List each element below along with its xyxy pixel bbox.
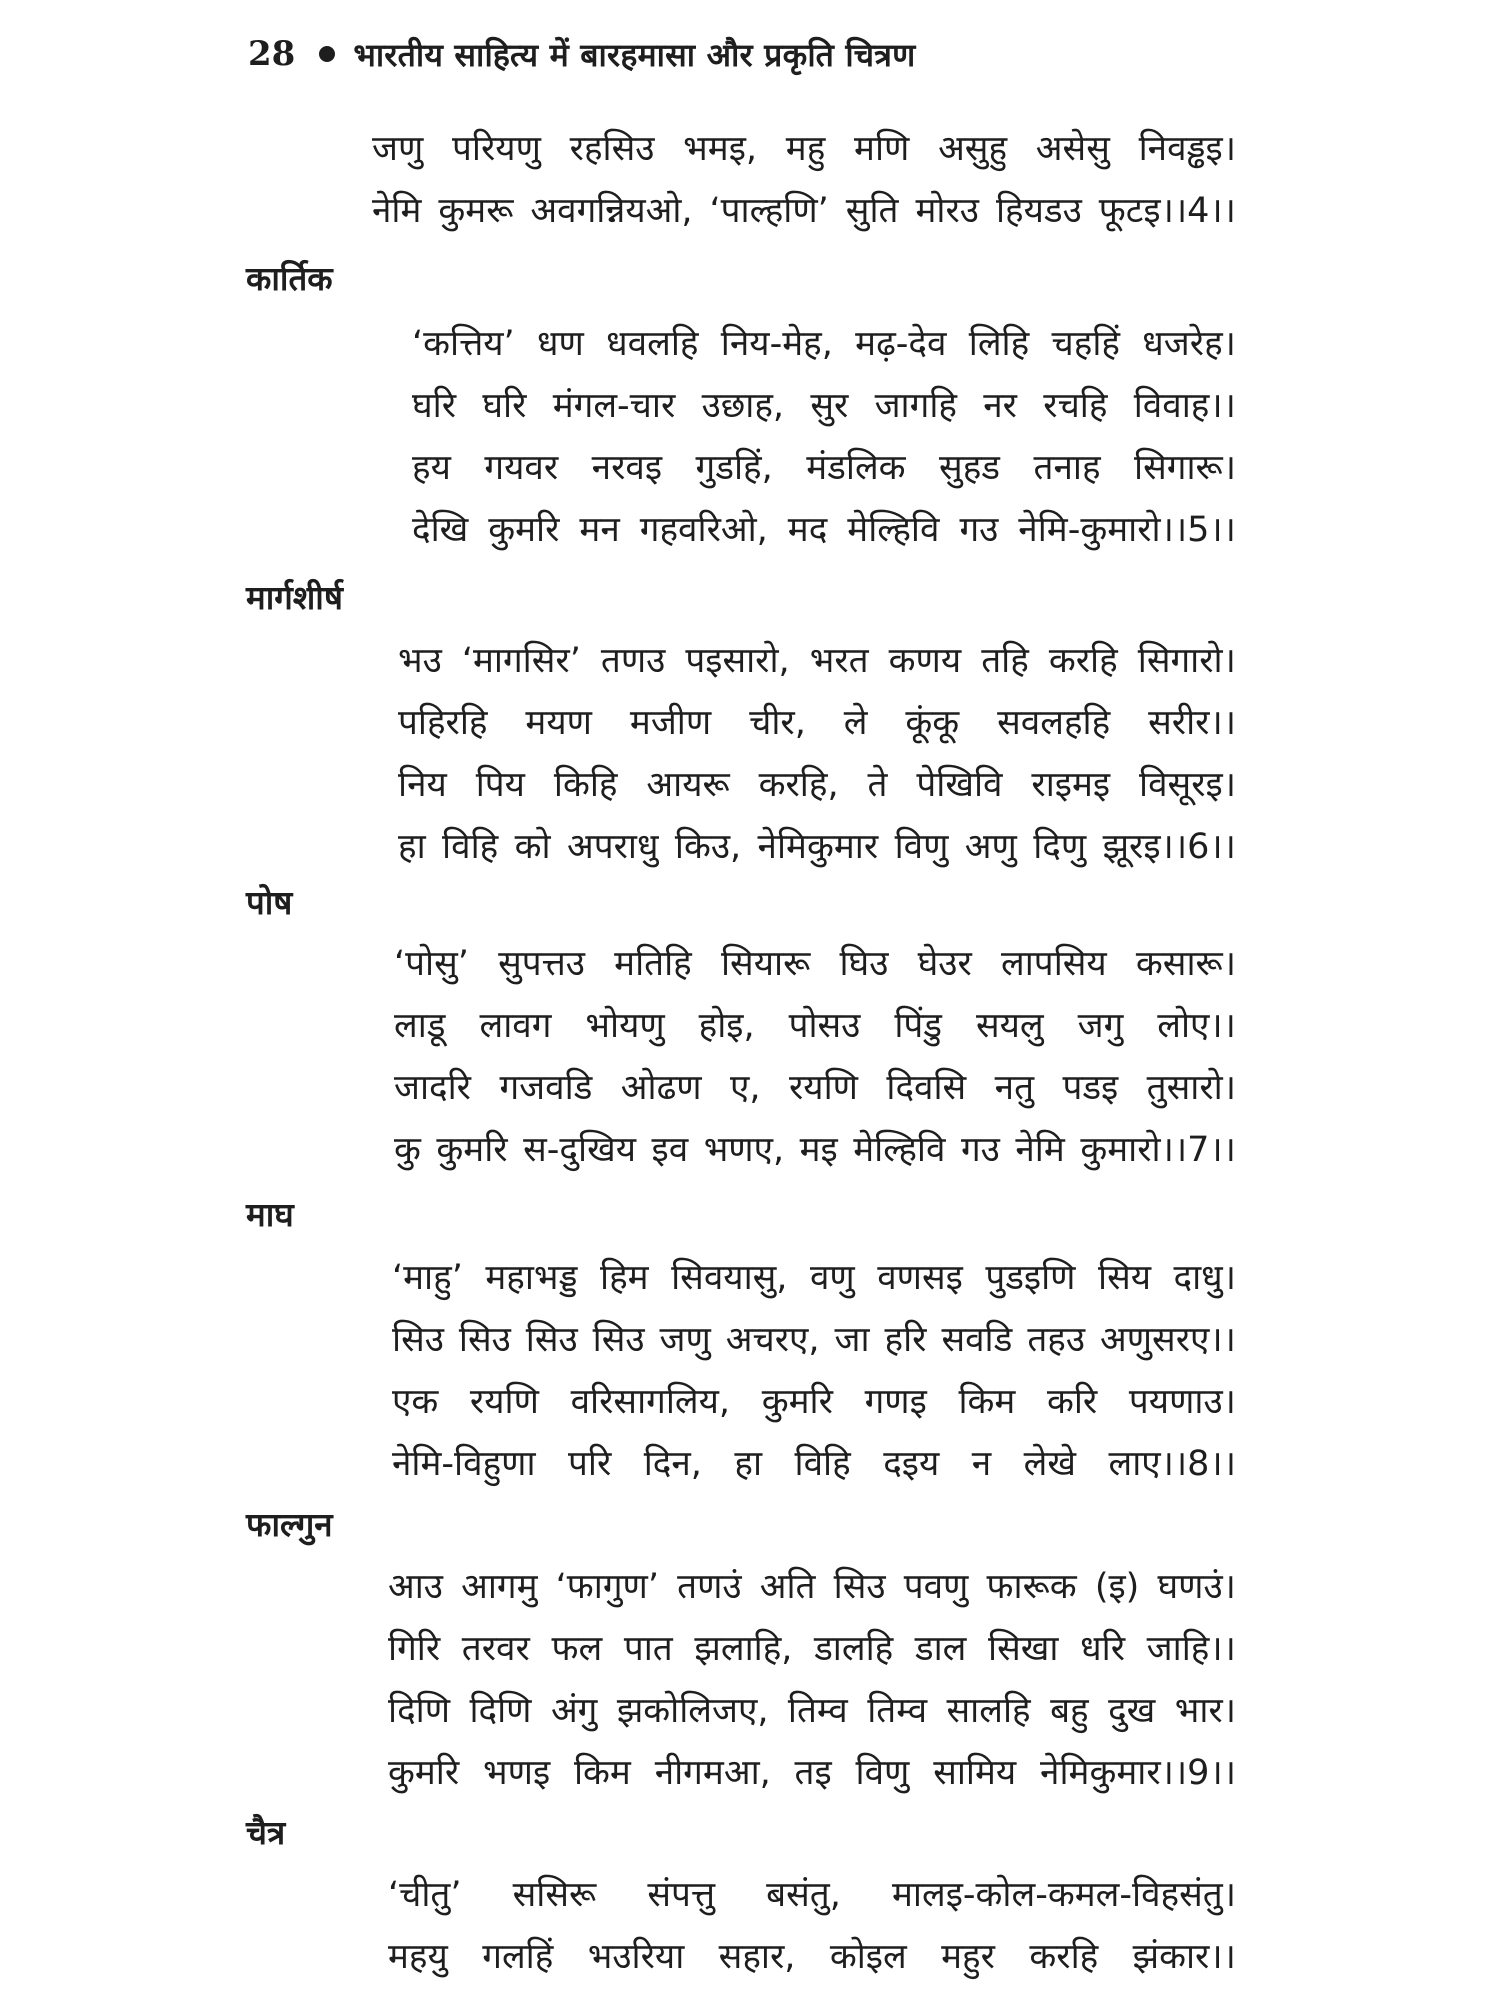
verse-line: लाडू लावग भोयणु होइ, पोसउ पिंडु सयलु जगु लोए।।: [394, 1006, 1236, 1046]
verse-line: नेमि कुमरू अवगन्नियओ, ‘पाल्हणि’ सुति मोरउ हियडउ फूटइ।।4।।: [372, 191, 1236, 231]
verse-line: हा विहि को अपराधु किउ, नेमिकुमार विणु अणु दिणु झूरइ।।6।।: [398, 827, 1236, 867]
verse-line: ‘पोसु’ सुपत्तउ मतिहि सियारू घिउ घेउर लापसिय कसारू।: [394, 944, 1236, 984]
verse-line: आउ आगमु ‘फागुण’ तणउं अति सिउ पवणु फारूक (इ) घणउं।: [388, 1567, 1236, 1607]
stanza-4: [372, 118, 1236, 242]
stanza-7: [394, 933, 1236, 1181]
verse-line: निय पिय किहि आयरू करहि, ते पेखिवि राइमइ विसूरइ।: [398, 765, 1236, 805]
verse-line: कुमरि भणइ किम नीगमआ, तइ विणु सामिय नेमिकुमार।।9।।: [388, 1753, 1236, 1793]
verse-line: गिरि तरवर फल पात झलाहि, डालहि डाल सिखा धरि जाहि।।: [388, 1629, 1236, 1669]
verse-line: हय गयवर नरवइ गुडहिं, मंडलिक सुहड तनाह सिगारू।: [412, 448, 1236, 488]
stanza-5: [412, 313, 1236, 561]
page-header: [248, 24, 915, 84]
month-heading-chaitra: चैत्र: [246, 1813, 286, 1852]
verse-line: जणु परियणु रहसिउ भमइ, महु मणि असुहु असेसु निवड्ढइ।: [372, 129, 1236, 169]
bullet-dot-icon: [319, 46, 335, 62]
stanza-6: [398, 630, 1236, 878]
verse-line: भउ ‘मागसिर’ तणउ पइसारो, भरत कणय तहि करहि सिगारो।: [398, 641, 1236, 681]
verse-line: जादरि गजवडि ओढण ए, रयणि दिवसि नतु पडइ तुसारो।: [394, 1068, 1236, 1108]
verse-line: महयु गलहिं भउरिया सहार, कोइल महुर करहि झंकार।।: [388, 1937, 1236, 1977]
running-title: भारतीय साहित्य में बारहमासा और प्रकृति चित्रण: [353, 35, 916, 74]
verse-line: देखि कुमरि मन गहवरिओ, मद मेल्हिवि गउ नेमि-कुमारो।।5।।: [412, 510, 1236, 550]
verse-line: एक रयणि वरिसागलिय, कुमरि गणइ किम करि पयणाउ।: [392, 1382, 1236, 1422]
month-heading-margashirsha: मार्गशीर्ष: [246, 578, 343, 617]
month-heading-posh: पोष: [246, 883, 293, 922]
verse-line: पहिरहि मयण मजीण चीर, ले कूंकू सवलहहि सरीर।।: [398, 703, 1236, 743]
verse-line: ‘माहु’ महाभड्ड हिम सिवयासु, वणु वणसइ पुडइणि सिय दाधु।: [392, 1258, 1236, 1298]
month-heading-kartik: कार्तिक: [246, 259, 333, 298]
month-heading-phalgun: फाल्गुन: [246, 1505, 333, 1544]
verse-line: दिणि दिणि अंगु झकोलिजए, तिम्व तिम्व सालहि बहु दुख भार।: [388, 1691, 1236, 1731]
verse-line: नेमि-विहुणा परि दिन, हा विहि दइय न लेखे लाए।।8।।: [392, 1444, 1236, 1484]
stanza-8: [392, 1247, 1236, 1495]
month-heading-magh: माघ: [246, 1195, 294, 1234]
verse-line: घरि घरि मंगल-चार उछाह, सुर जागहि नर रचहि विवाह।।: [412, 386, 1236, 426]
verse-line: ‘कत्तिय’ धण धवलहि निय-मेह, मढ़-देव लिहि चहहिं धजरेह।: [412, 324, 1236, 364]
verse-line: सिउ सिउ सिउ सिउ जणु अचरए, जा हरि सवडि तहउ अणुसरए।।: [392, 1320, 1236, 1360]
stanza-9: [388, 1556, 1236, 1804]
verse-line: ‘चीतु’ ससिरू संपत्तु बसंतु, मालइ-कोल-कमल-विहसंतु।: [388, 1875, 1236, 1915]
stanza-10: [388, 1864, 1236, 1988]
page-number: 28: [248, 34, 296, 74]
verse-line: कु कुमरि स-दुखिय इव भणए, मइ मेल्हिवि गउ नेमि कुमारो।।7।।: [394, 1130, 1236, 1170]
